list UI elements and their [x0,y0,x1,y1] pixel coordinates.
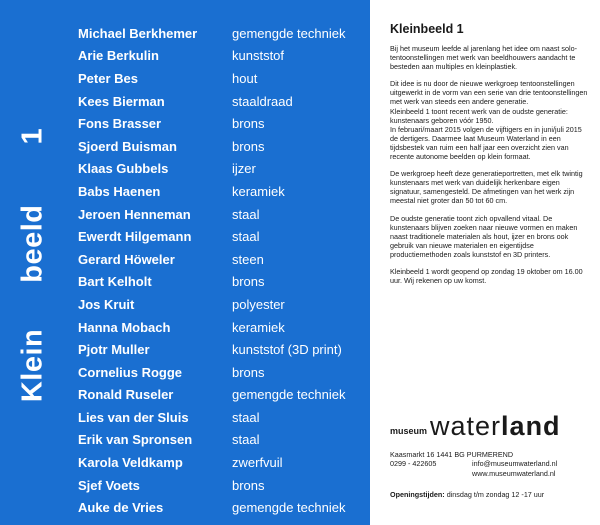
info-title: Kleinbeeld 1 [390,22,464,36]
artist-row [78,135,368,158]
contact-website[interactable]: www.museumwaterland.nl [472,468,556,478]
hours-value: dinsdag t/m zondag 12 -17 uur [444,490,545,499]
artist-name: Erik van Spronsen [78,432,193,448]
artist-material: staal [232,432,260,448]
artist-row [78,158,368,181]
artist-material: gemengde techniek [232,25,346,41]
artist-name: Arie Berkulin [78,48,159,64]
artist-row [78,22,368,45]
logo-water: water [430,411,502,441]
info-paragraph-3: De werkgroep heeft deze generatieportretten, met elk twintig kunstenaars met werk van duidelijk herkenbare eigen signatuur, samengesteld. De afmetingen van het werk zijn meestal niet groter dan 50 tot 60 cm. [390,169,583,206]
artist-row [78,429,368,452]
artist-row [78,451,368,474]
artist-row [78,293,368,316]
artist-material: staaldraad [232,93,293,109]
artist-name: Ewerdt Hilgemann [78,229,192,245]
artist-row [78,496,368,519]
logo-museum: museum [390,426,428,436]
artist-name: Kees Bierman [78,93,165,109]
contact-block [390,450,595,478]
artist-material: kunststof (3D print) [232,342,342,358]
artist-material: ijzer [232,161,256,177]
artist-row [78,45,368,68]
artist-name: Bart Kelholt [78,274,152,290]
contact-address: Kaasmarkt 16 1441 BG PURMEREND [390,450,514,459]
artist-name: Cornelius Rogge [78,364,183,380]
artist-material: brons [232,116,265,132]
artist-row [78,225,368,248]
artist-name: Fons Brasser [78,116,162,132]
info-text [390,22,590,293]
artist-name: Ronald Ruseler [78,387,174,403]
artist-name: Babs Haenen [78,183,161,199]
info-paragraph-4: De oudste generatie toont zich opvallend vitaal. De kunstenaars blijven zoeken naar nieuwe vormen en maken naast traditionele materialen als hout, ijzer en brons ook gebruik van nieuwe materialen en eigentijdse productiemethoden zoals kunststof en 3D printers. [390,213,578,259]
artist-material: gemengde techniek [232,387,346,403]
museum-logo [390,408,595,440]
artist-name: Klaas Gubbels [78,161,169,177]
artist-row [78,316,368,339]
artist-name: Karola Veldkamp [78,455,183,471]
artist-name: Hanna Mobach [78,319,171,335]
artist-material: brons [232,364,265,380]
hours-label: Openingstijden: [390,490,445,499]
artist-name: Gerard Höweler [78,251,175,267]
artist-material: staal [232,409,260,425]
artist-name: Pjotr Muller [78,342,150,358]
contact-row-1 [390,459,595,468]
artist-name: Peter Bes [78,70,138,86]
vertical-title [8,95,58,435]
artist-material: brons [232,274,265,290]
contact-row-2 [390,469,595,478]
info-paragraph-2b: Kleinbeeld 1 toont recent werk van de oudste generatie: kunstenaars geboren vóór 1950. [390,106,568,125]
info-paragraph-1: Bij het museum leefde al jarenlang het idee om naast solo-tentoonstellingen met werk van beeldhouwers aandacht te besteden aan multiples en kleinplastiek. [390,44,577,72]
artist-row [78,361,368,384]
artist-row [78,338,368,361]
artist-name: Sjoerd Buisman [78,138,177,154]
artist-name: Jos Kruit [78,296,135,312]
contact-phone: 0299 - 422605 [390,459,437,469]
artist-row [78,406,368,429]
artist-row [78,474,368,497]
info-paragraph-2c: In februari/maart 2015 volgen de vijftigers en in juni/juli 2015 de dertigers. Daarmee laat Museum Waterland in een tijdsbestek van ruim een half jaar een overzicht zien van recente autonome beelden op klein formaat. [390,124,582,162]
artist-row [78,248,368,271]
artist-material: keramiek [232,319,285,335]
artist-name: Auke de Vries [78,500,164,516]
contact-spacer [390,469,472,478]
info-panel [370,0,600,525]
artist-row [78,112,368,135]
title-word-number: 1 [16,127,49,145]
logo-land: land [501,411,561,441]
artist-name: Michael Berkhemer [78,25,198,41]
artist-material: brons [232,138,265,154]
info-paragraph-5: Kleinbeeld 1 wordt geopend op zondag 19 oktober om 16.00 uur. Wij rekenen op uw komst. [390,266,583,286]
artist-material: gemengde techniek [232,500,346,516]
artist-row [78,384,368,407]
artist-material: keramiek [232,183,285,199]
artist-material: brons [232,477,265,493]
artist-row [78,271,368,294]
title-word-beeld: beeld [16,204,49,283]
artist-material: zwerfvuil [232,455,283,471]
artist-list [78,22,368,519]
artist-material: hout [232,70,258,86]
artist-material: staal [232,206,260,222]
artist-row [78,180,368,203]
info-paragraph-2 [390,79,590,161]
artist-material: polyester [232,296,285,312]
artist-material: kunststof [232,48,285,64]
contact-email[interactable]: info@museumwaterland.nl [472,459,558,469]
artist-material: steen [232,251,264,267]
title-word-klein: Klein [16,328,49,403]
artist-row [78,67,368,90]
info-paragraph-2a: Dit idee is nu door de nieuwe werkgroep tentoonstellingen uitgewerkt in de vorm van een serie van drie tentoonstellingen met werk van steeds een andere generatie. [390,79,588,107]
artist-material: staal [232,229,260,245]
artist-name: Sjef Voets [78,477,140,493]
opening-hours [390,490,595,499]
artist-name: Jeroen Henneman [78,206,191,222]
artist-row [78,203,368,226]
artist-row [78,90,368,113]
artist-name: Lies van der Sluis [78,409,189,425]
